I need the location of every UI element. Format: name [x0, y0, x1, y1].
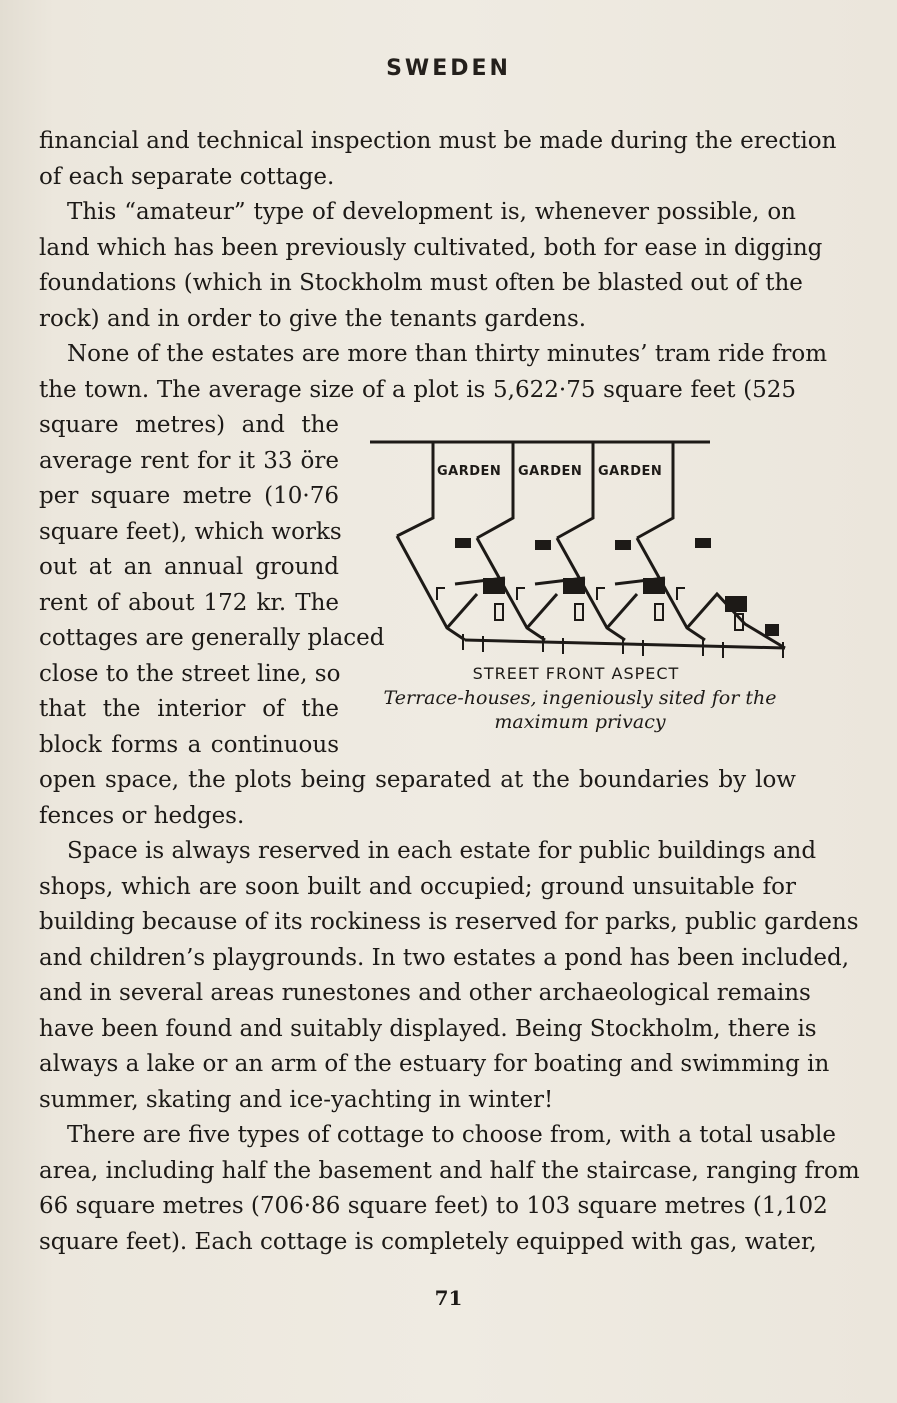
caption-line: Terrace-houses, ingeniously sited for the: [383, 687, 777, 709]
text-line: financial and technical inspection must be made during the erection: [39, 128, 837, 154]
text-line: and in several areas runestones and other archaeological remains: [39, 980, 811, 1006]
garden-label: GARDEN: [437, 464, 502, 479]
garden-label: GARDEN: [518, 464, 583, 479]
text-line: always a lake or an arm of the estuary for boating and swimming in: [39, 1051, 830, 1077]
text-line: out at an annual ground: [39, 554, 339, 580]
text-line: have been found and suitably displayed. Being Stockholm, there is: [39, 1015, 817, 1042]
text-line: square feet). Each cottage is completely equipped with gas, water,: [39, 1228, 817, 1255]
text-line: Space is always reserved in each estate for public buildings and: [67, 838, 817, 864]
text-line: summer, skating and ice-yachting in winter!: [39, 1086, 554, 1113]
text-line: fences or hedges.: [39, 802, 245, 829]
text-line: foundations (which in Stockholm must often be blasted out of the: [39, 270, 803, 296]
garden-label: GARDEN: [598, 464, 663, 479]
text-line: This “amateur” type of development is, whenever possible, on: [67, 199, 796, 225]
running-head: SWEDEN: [386, 56, 511, 81]
text-line: rent of about 172 kr. The: [39, 589, 339, 616]
terrace-plan-drawing: [355, 428, 797, 660]
page-number: 71: [434, 1286, 463, 1310]
text-line: square feet), which works: [39, 518, 342, 545]
text-line: of each separate cottage.: [39, 163, 335, 190]
text-line: square metres) and the: [39, 412, 339, 438]
text-line: block forms a continuous: [39, 731, 339, 758]
text-line: per square metre (10·76: [39, 483, 339, 509]
caption-line: maximum privacy: [494, 711, 666, 733]
text-line: and children’s playgrounds. In two estates a pond has been included,: [39, 944, 850, 971]
figure-caption: [365, 686, 795, 734]
text-line: the town. The average size of a plot is 5,622·75 square feet (525: [39, 376, 796, 403]
text-line: average rent for it 33 öre: [39, 447, 339, 474]
text-line: rock) and in order to give the tenants gardens.: [39, 305, 587, 332]
text-line: None of the estates are more than thirty minutes’ tram ride from: [67, 341, 828, 367]
figure-title: STREET FRONT ASPECT: [472, 664, 680, 683]
text-line: There are five types of cottage to choose from, with a total usable: [67, 1122, 836, 1148]
text-line: that the interior of the: [39, 696, 339, 722]
text-line: 66 square metres (706·86 square feet) to 103 square metres (1,102: [39, 1193, 828, 1219]
text-line: open space, the plots being separated at the boundaries by low: [39, 767, 796, 793]
text-line: area, including half the basement and half the staircase, ranging from: [39, 1157, 860, 1184]
text-line: land which has been previously cultivated, both for ease in digging: [39, 234, 823, 261]
text-line: close to the street line, so: [39, 660, 341, 687]
text-line: shops, which are soon built and occupied; ground unsuitable for: [39, 873, 796, 900]
text-line: cottages are generally placed: [39, 625, 385, 651]
text-line: building because of its rockiness is reserved for parks, public gardens: [39, 909, 859, 935]
site-plan-figure: [355, 428, 797, 748]
